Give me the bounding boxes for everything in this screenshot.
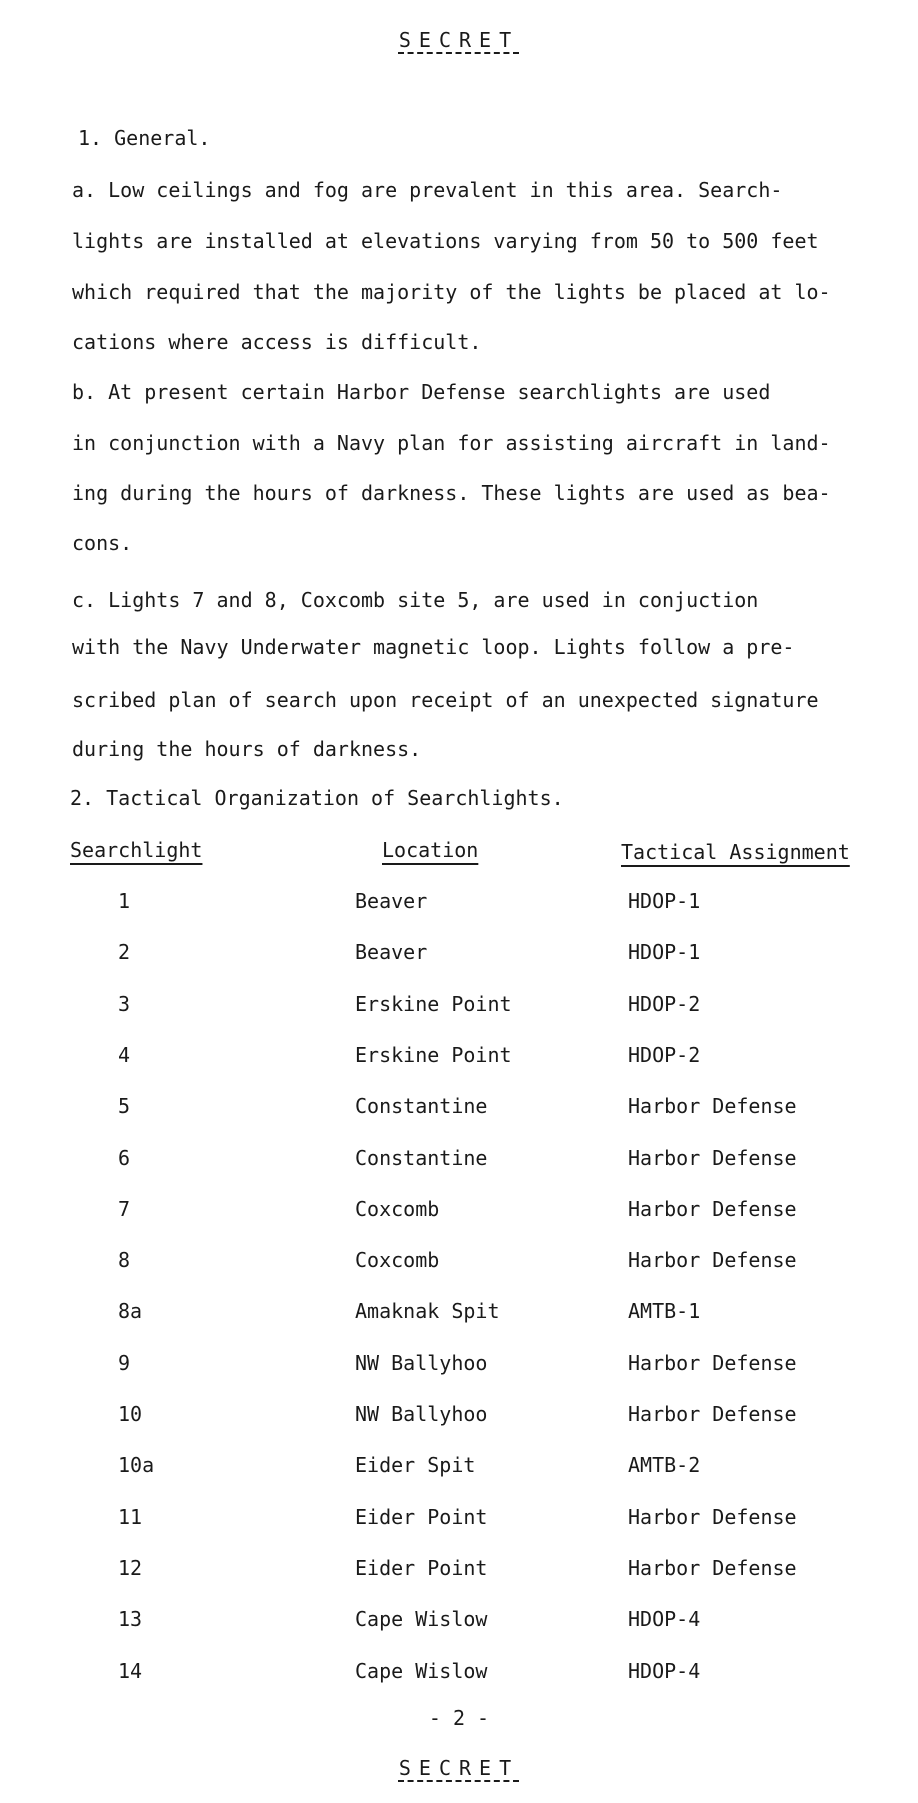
searchlight-number: 14 bbox=[118, 1659, 143, 1683]
paragraph-b-line: in conjunction with a Navy plan for assisting aircraft in land- bbox=[72, 431, 831, 455]
searchlight-number: 8 bbox=[118, 1248, 131, 1272]
searchlight-number: 12 bbox=[118, 1556, 143, 1580]
paragraph-c-line: with the Navy Underwater magnetic loop. Lights follow a pre- bbox=[72, 635, 795, 659]
tactical-assignment: Harbor Defense bbox=[628, 1094, 797, 1118]
section-2-heading: 2. Tactical Organization of Searchlights. bbox=[70, 786, 564, 810]
tactical-assignment: Harbor Defense bbox=[628, 1146, 797, 1170]
paragraph-a-line: lights are installed at elevations varying from 50 to 500 feet bbox=[72, 229, 819, 253]
classification-top: SECRET bbox=[398, 28, 520, 52]
searchlight-number: 2 bbox=[118, 940, 131, 964]
tactical-assignment: Harbor Defense bbox=[628, 1248, 797, 1272]
section-1-heading: 1. General. bbox=[78, 126, 211, 150]
column-header-tactical-assignment: Tactical Assignment bbox=[621, 840, 850, 864]
searchlight-number: 7 bbox=[118, 1197, 131, 1221]
tactical-assignment: HDOP-1 bbox=[628, 940, 701, 964]
paragraph-c-line: scribed plan of search upon receipt of an unexpected signature bbox=[72, 688, 819, 712]
searchlight-number: 1 bbox=[118, 889, 131, 913]
searchlight-location: Constantine bbox=[355, 1094, 488, 1118]
searchlight-number: 8a bbox=[118, 1299, 143, 1323]
searchlight-number: 13 bbox=[118, 1607, 143, 1631]
paragraph-c-line: during the hours of darkness. bbox=[72, 737, 422, 761]
searchlight-location: Coxcomb bbox=[355, 1248, 440, 1272]
paragraph-a-line: a. Low ceilings and fog are prevalent in this area. Search- bbox=[72, 178, 783, 202]
paragraph-b-line: b. At present certain Harbor Defense searchlights are used bbox=[72, 380, 771, 404]
searchlight-location: Erskine Point bbox=[355, 1043, 512, 1067]
searchlight-location: Eider Point bbox=[355, 1505, 488, 1529]
tactical-assignment: Harbor Defense bbox=[628, 1556, 797, 1580]
searchlight-number: 6 bbox=[118, 1146, 131, 1170]
searchlight-location: Beaver bbox=[355, 940, 428, 964]
tactical-assignment: Harbor Defense bbox=[628, 1351, 797, 1375]
searchlight-number: 10 bbox=[118, 1402, 143, 1426]
tactical-assignment: AMTB-1 bbox=[628, 1299, 701, 1323]
searchlight-location: Erskine Point bbox=[355, 992, 512, 1016]
searchlight-number: 9 bbox=[118, 1351, 131, 1375]
searchlight-number: 11 bbox=[118, 1505, 143, 1529]
tactical-assignment: AMTB-2 bbox=[628, 1453, 701, 1477]
paragraph-a-line: which required that the majority of the lights be placed at lo- bbox=[72, 280, 831, 304]
tactical-assignment: HDOP-1 bbox=[628, 889, 701, 913]
tactical-assignment: HDOP-2 bbox=[628, 1043, 701, 1067]
tactical-assignment: HDOP-4 bbox=[628, 1607, 701, 1631]
searchlight-location: Eider Point bbox=[355, 1556, 488, 1580]
searchlight-location: Beaver bbox=[355, 889, 428, 913]
searchlight-location: NW Ballyhoo bbox=[355, 1351, 488, 1375]
page-number: - 2 - bbox=[428, 1706, 490, 1730]
searchlight-number: 5 bbox=[118, 1094, 131, 1118]
tactical-assignment: Harbor Defense bbox=[628, 1402, 797, 1426]
paragraph-a-line: cations where access is difficult. bbox=[72, 330, 482, 354]
searchlight-number: 3 bbox=[118, 992, 131, 1016]
searchlight-location: Cape Wislow bbox=[355, 1659, 488, 1683]
tactical-assignment: Harbor Defense bbox=[628, 1197, 797, 1221]
searchlight-location: Constantine bbox=[355, 1146, 488, 1170]
tactical-assignment: Harbor Defense bbox=[628, 1505, 797, 1529]
tactical-assignment: HDOP-4 bbox=[628, 1659, 701, 1683]
paragraph-c-line: c. Lights 7 and 8, Coxcomb site 5, are used in conjuction bbox=[72, 588, 759, 612]
column-header-searchlight: Searchlight bbox=[70, 838, 203, 862]
searchlight-location: Amaknak Spit bbox=[355, 1299, 500, 1323]
tactical-assignment: HDOP-2 bbox=[628, 992, 701, 1016]
searchlight-location: Coxcomb bbox=[355, 1197, 440, 1221]
searchlight-location: NW Ballyhoo bbox=[355, 1402, 488, 1426]
column-header-location: Location bbox=[382, 838, 479, 862]
paragraph-b-line: cons. bbox=[72, 531, 133, 555]
searchlight-location: Eider Spit bbox=[355, 1453, 476, 1477]
classification-bottom: SECRET bbox=[398, 1756, 520, 1780]
searchlight-number: 10a bbox=[118, 1453, 155, 1477]
searchlight-number: 4 bbox=[118, 1043, 131, 1067]
paragraph-b-line: ing during the hours of darkness. These lights are used as bea- bbox=[72, 481, 831, 505]
searchlight-location: Cape Wislow bbox=[355, 1607, 488, 1631]
